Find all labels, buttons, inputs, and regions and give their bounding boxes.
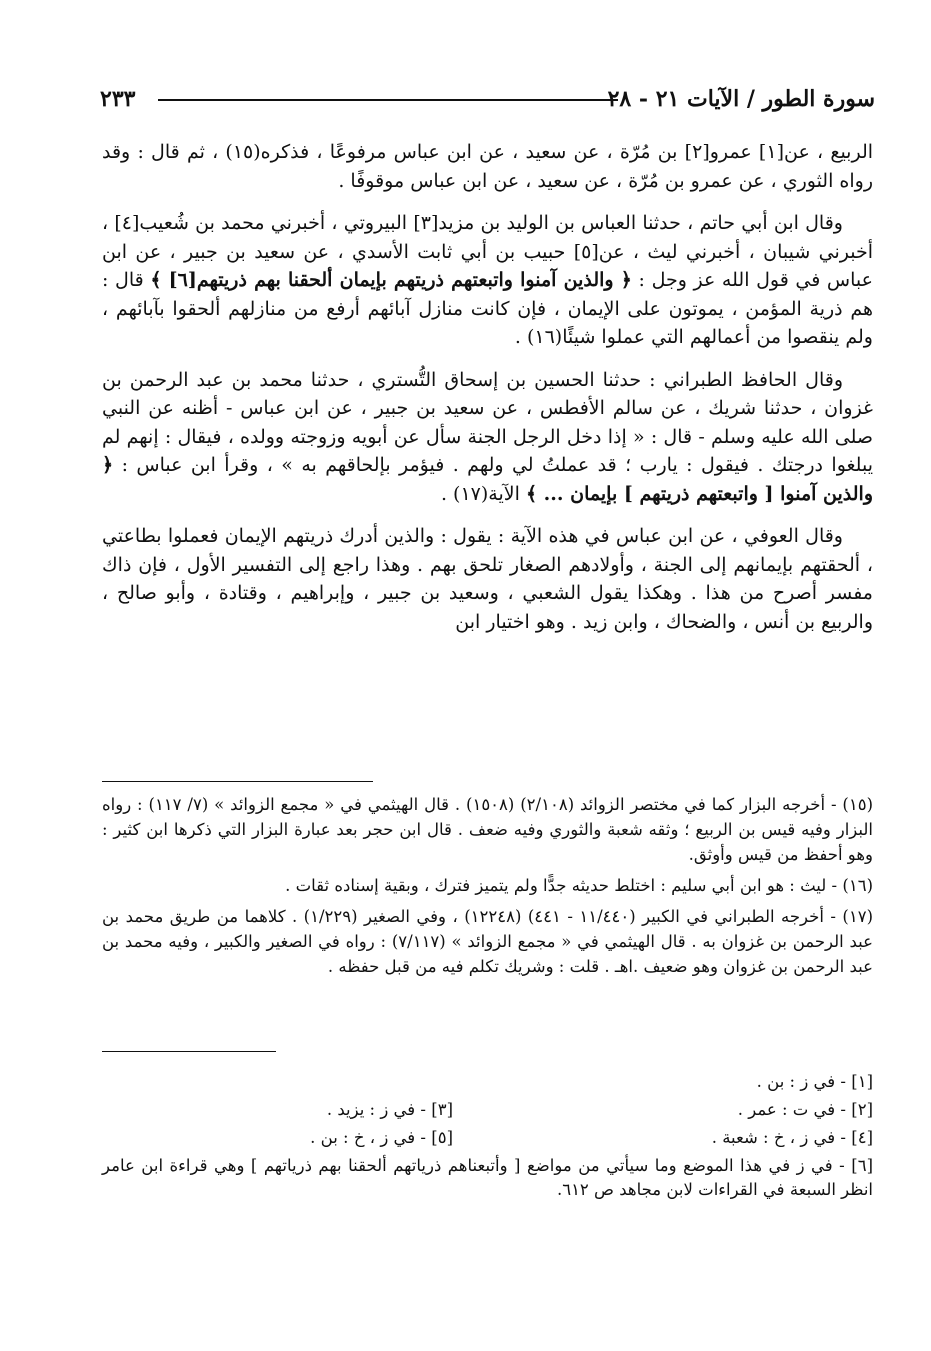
main-text <box>102 138 873 650</box>
footnote: (١٥) - أخرجه البزار كما في مختصر الزوائد (٢/١٠٨) (١٥٠٨) . قال الهيثمي في « مجمع الزوائد » (٧/ ١١٧) : رواه البزار وفيه قيس بن الربيع ؛ وثقه شعبة والثوري وفيه ضعف . قال ابن حجر بعد عبارة البزار التي ذكرها ابن كثير : وهو أحفظ من قيس وأوثق. <box>102 795 874 864</box>
page-header <box>100 86 875 120</box>
hadith-text: « إذا دخل الرجل الجنة سأل عن أبويه وزوجته وولده ، فيقال : إنهم لم يبلغوا درجتك . فيقول : يارب ؛ قد عملتُ لي ولهم . فيؤمر بإلحاقهم به » <box>102 425 873 476</box>
variant-note: [٣] - في ز : يزيد . <box>326 1100 453 1119</box>
variant-note: [٢] - في ت : عمر . <box>737 1100 873 1119</box>
header-rule <box>158 99 618 101</box>
quran-verse: ﴿ والذين آمنوا [ واتبعتهم ذريتهم ] بإيمان ... ﴾ <box>102 454 873 505</box>
paragraph-text: الآية(١٧) . <box>440 482 520 505</box>
variant-note: [٦] - في ز في هذا الموضع وما سيأتي من مواضع [ وأتبعناهم ذرياتهم ألحقنا بهم ذرياتهم ] وهي قراءة ابن عامر انظر السبعة في القراءات لابن مجاهد ص ٦١٢. <box>102 1156 873 1199</box>
variants-divider <box>102 1051 276 1052</box>
variant-note: [٤] - في ز ، خ : شعبة . <box>711 1128 873 1147</box>
variant-note: [٥] - في ز ، خ : بن . <box>310 1128 453 1147</box>
paragraph: وقال العوفي ، عن ابن عباس في هذه الآية : يقول : والذين أدرك ذريتهم الإيمان فعملوا بطاعتي ، ألحقتهم بإيمانهم إلى الجنة ، وأولادهم الصغار تلحق بهم . وهذا راجع إلى التفسير الأول ، فإن ذاك مفسر أصرح من هذا . وهكذا يقول الشعبي ، وسعيد بن جبير ، وإبراهيم ، وقتادة ، وأبو صالح ، والربيع بن أنس ، والضحاك ، وابن زيد . وهو اختيار ابن <box>102 525 873 633</box>
footnotes <box>102 792 873 985</box>
footnote: (١٦) - ليث : هو ابن أبي سليم : اختلط حديثه جدًّا ولم يتميز فترك ، وبقية إسناده ثقات . <box>285 876 873 895</box>
page-number: ٢٣٣ <box>100 86 136 112</box>
surah-title: سورة الطور / الآيات ٢١ - ٢٨ <box>607 86 875 112</box>
paragraph-text: ، وقرأ ابن عباس : <box>121 454 273 476</box>
variant-row <box>102 1126 873 1154</box>
footnote-divider <box>102 781 373 782</box>
variant-note: [١] - في ز : بن . <box>756 1072 873 1091</box>
footnote: (١٧) - أخرجه الطبراني في الكبير (١١/٤٤٠ - ٤٤١) (١٢٢٤٨) ، وفي الصغير (١/٢٢٩) . كلاهما من طريق محمد بن عبد الرحمن بن غزوان به . قال الهيثمي في « مجمع الزوائد » (٧/١١٧) : رواه في الصغير والكبير ، وفيه محمد بن عبد الرحمن بن غزوان وهو ضعيف .اهـ . قلت : وشريك تكلم فيه من قبل حفظه . <box>102 907 873 976</box>
variant-row <box>102 1070 873 1098</box>
quran-verse: ﴿ والذين آمنوا واتبعتهم ذريتهم بإيمان ألحقنا بهم ذريتهم[٦] ﴾ <box>150 269 632 291</box>
textual-variants <box>102 1070 873 1202</box>
variant-row <box>102 1098 873 1126</box>
paragraph <box>102 209 873 352</box>
paragraph-text: وقال الحافظ الطبراني : حدثنا الحسين بن إسحاق التُّستري ، حدثنا محمد بن عبد الرحمن بن غزوان ، حدثنا شريك ، عن سالم الأفطس ، عن سعيد بن جبير ، عن ابن عباس - أظنه عن النبي صلى الله عليه وسلم - قال : <box>102 368 873 448</box>
paragraph <box>102 366 873 509</box>
paragraph-text: قال : هم ذرية المؤمن ، يموتون على الإيمان ، فإن كانت منازل آبائهم أرفع من منازلهم ألحقوا بآبائهم ، ولم ينقصوا من أعمالهم التي عملوا شيئًا(١٦) . <box>102 269 873 348</box>
paragraph-text: وقال ابن أبي حاتم ، حدثنا العباس بن الوليد بن مزيد[٣] البيروتي ، أخبرني محمد بن شُعيب[٤] ، أخبرني شيبان ، أخبرني ليث ، عن[٥] حبيب بن أبي ثابت الأسدي ، عن سعيد بن جبير ، عن ابن عباس في قول الله عز وجل : <box>102 212 873 291</box>
paragraph: الربيع ، عن[١] عمرو[٢] بن مُرّة ، عن سعيد ، عن ابن عباس مرفوعًا ، فذكره(١٥) ، ثم قال : وقد رواه الثوري ، عن عمرو بن مُرّة ، عن سعيد ، عن ابن عباس موقوفًا . <box>102 141 874 192</box>
